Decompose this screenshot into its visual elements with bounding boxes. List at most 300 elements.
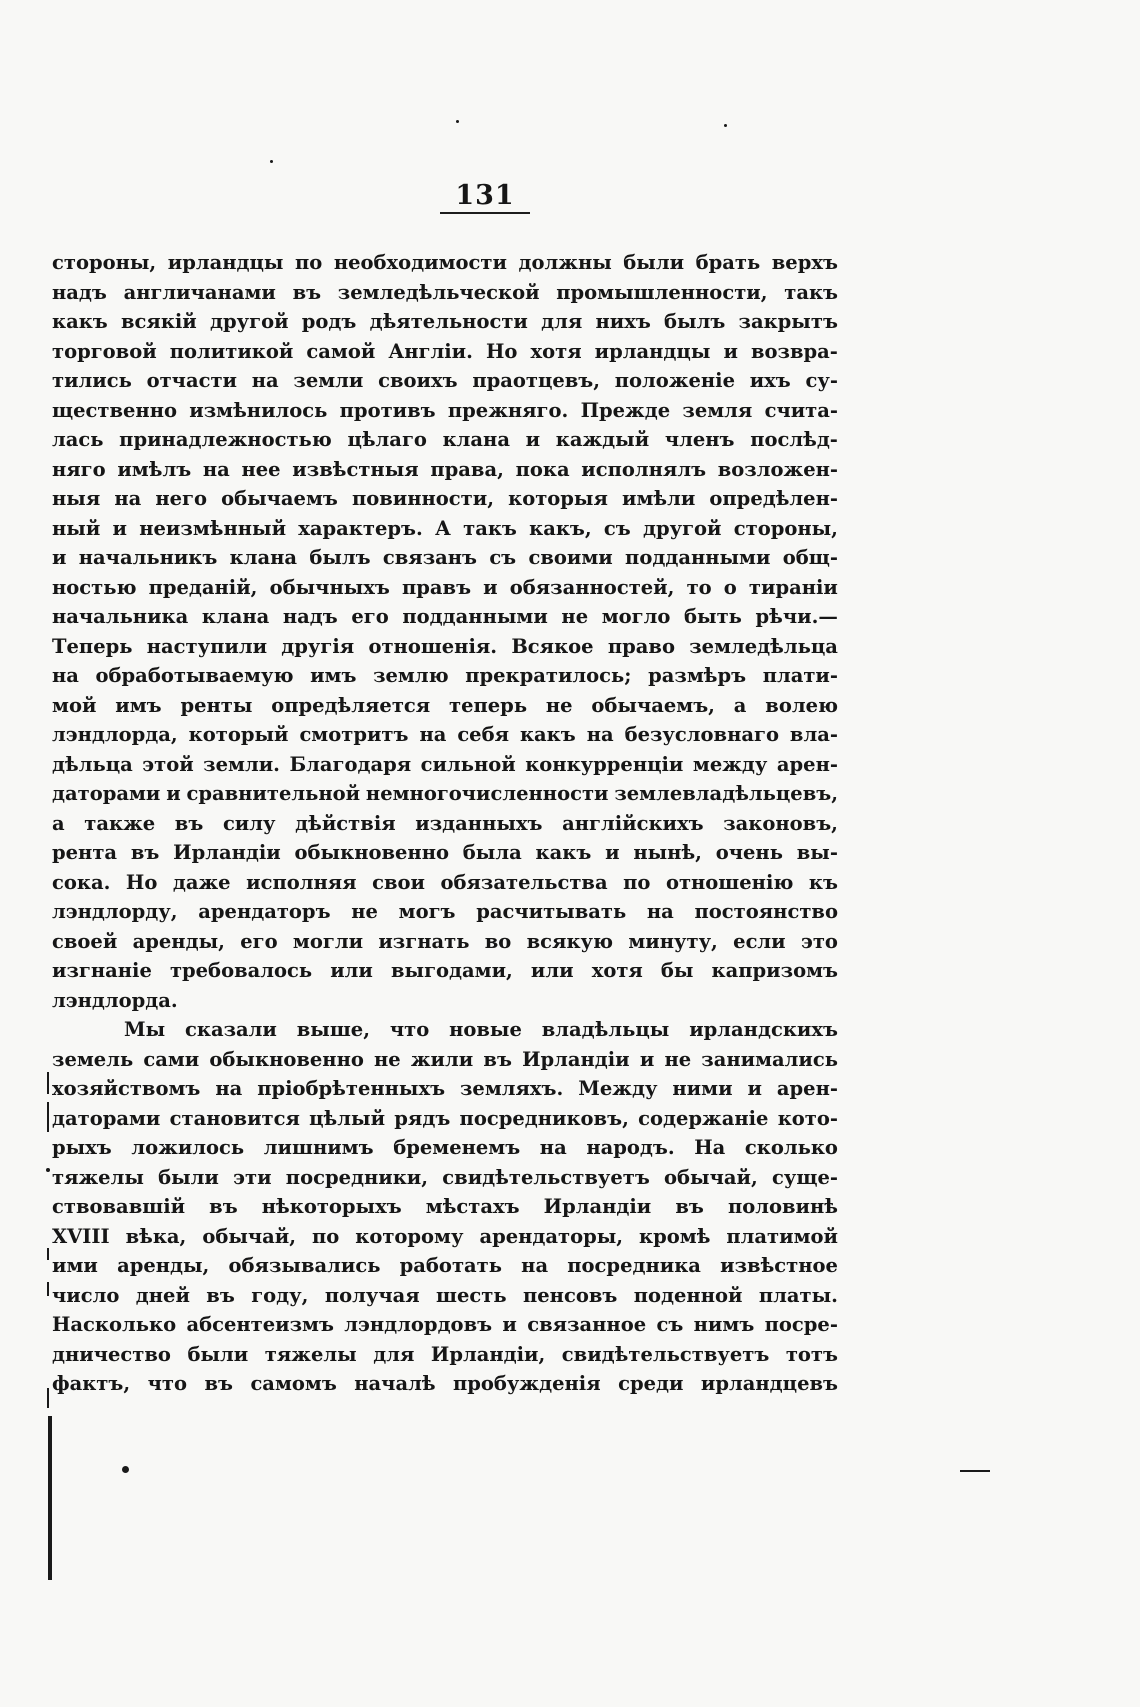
word: нихъ: [595, 310, 651, 333]
word: то: [686, 575, 712, 599]
word: вѣка,: [125, 1224, 187, 1248]
word: ирландцевъ: [700, 1372, 838, 1395]
word: право: [607, 634, 675, 658]
word: посредники,: [285, 1165, 429, 1189]
word: на: [419, 723, 447, 746]
word: могло: [601, 605, 671, 628]
word: жили: [410, 1047, 474, 1071]
body-text: [52, 248, 838, 1399]
word: могъ: [398, 900, 456, 923]
word: извѣстныя: [292, 457, 419, 481]
word: пробужденія: [453, 1372, 601, 1395]
word: дѣйствія: [295, 811, 396, 835]
word: а: [733, 693, 747, 717]
word: имъ: [115, 693, 162, 717]
word: нынѣ,: [633, 841, 702, 864]
word: Ирландіи: [522, 1047, 630, 1071]
word: даже: [172, 870, 231, 894]
text-line: [52, 1222, 838, 1252]
word: силу: [222, 811, 276, 835]
word: всякій: [120, 310, 197, 333]
word: XVIII: [52, 1224, 110, 1248]
word: посредниковъ,: [459, 1106, 629, 1130]
word: мой: [52, 693, 97, 717]
word: бы: [660, 959, 694, 982]
word: какъ: [52, 310, 108, 333]
word: земледѣльческой: [337, 280, 540, 304]
word: былъ: [664, 310, 726, 333]
word: посре-: [764, 1313, 838, 1336]
word: работать: [399, 1254, 502, 1277]
word: другой: [210, 310, 289, 333]
word: между: [692, 752, 768, 776]
word: общ-: [782, 546, 838, 569]
word: клана: [442, 428, 510, 451]
text-line: [52, 1192, 838, 1222]
word: среди: [618, 1372, 684, 1395]
word: были: [187, 1342, 249, 1366]
word: положеніе: [614, 369, 735, 392]
word: обработываемую: [95, 664, 294, 687]
word: дничество: [52, 1342, 171, 1366]
word: такъ: [463, 516, 517, 540]
word: въ: [174, 811, 204, 835]
word: и: [52, 546, 67, 569]
word: который: [188, 723, 289, 746]
word: дѣльца: [52, 752, 133, 776]
word: не: [561, 605, 589, 628]
word: промышленности,: [556, 280, 768, 304]
word: на: [251, 369, 279, 392]
word: эти: [233, 1165, 272, 1189]
word: быть: [684, 605, 742, 628]
word: выгодами,: [390, 959, 513, 982]
word: лэндлорду,: [52, 900, 178, 923]
word: Ирландіи,: [430, 1342, 546, 1366]
word: обычаемъ: [221, 487, 338, 510]
word: и: [747, 1077, 762, 1100]
text-line: [52, 1133, 838, 1163]
word: Между: [578, 1077, 658, 1100]
word: Мы: [124, 1018, 166, 1041]
word: имѣли: [621, 487, 696, 510]
word: постоянство: [694, 900, 838, 923]
text-line: [52, 1310, 838, 1340]
word: дѣятельности: [369, 310, 528, 333]
word: ирландскихъ: [689, 1018, 838, 1041]
word: хозяйствомъ: [52, 1077, 201, 1100]
text-line: [52, 956, 838, 986]
word: сколько: [744, 1136, 838, 1159]
word: другія: [281, 634, 355, 658]
word: немногочисленности: [365, 782, 609, 805]
word: которыя: [508, 487, 608, 510]
word: права,: [430, 457, 504, 481]
word: дней: [135, 1283, 190, 1307]
word: не: [374, 1047, 401, 1071]
word: въ: [209, 1195, 238, 1218]
word: Насколько: [52, 1313, 177, 1336]
word: вла-: [789, 723, 838, 746]
word: ствовавшій: [52, 1195, 186, 1218]
word: сока.: [52, 870, 111, 894]
word: Ирландіи: [543, 1195, 652, 1218]
word: арен-: [776, 752, 838, 776]
word: по: [623, 870, 651, 894]
word: была: [462, 841, 522, 864]
word: земли: [293, 369, 364, 392]
word: верхъ: [771, 251, 838, 274]
word: обязанностей,: [509, 575, 675, 599]
word: надъ: [52, 280, 107, 304]
word: Но: [125, 870, 158, 894]
word: исполняя: [246, 870, 357, 894]
word: своихъ: [378, 369, 458, 392]
text-line: [52, 248, 838, 278]
page-number: 131: [455, 180, 515, 211]
word: очень: [715, 841, 783, 864]
word: на: [202, 457, 230, 481]
word: обязывались: [228, 1254, 381, 1277]
word: должны: [518, 251, 612, 274]
word: стороны,: [52, 251, 157, 274]
word: характеръ.: [298, 516, 423, 540]
margin-line: [47, 1072, 49, 1094]
word: имъ: [310, 664, 357, 687]
word: въ: [483, 1047, 512, 1071]
word: няго: [52, 457, 106, 481]
word: обычай,: [202, 1224, 297, 1248]
word: начальникъ: [78, 546, 218, 569]
word: и: [639, 1047, 655, 1071]
word: бременемъ: [393, 1136, 521, 1159]
word: правъ: [401, 575, 472, 599]
word: на: [539, 1136, 567, 1159]
word: преданій,: [148, 575, 258, 599]
word: Теперь: [52, 634, 133, 658]
edge-dash: [960, 1470, 990, 1472]
word: посредника: [567, 1254, 701, 1277]
word: суще-: [772, 1165, 838, 1189]
text-line: [52, 809, 838, 839]
text-line: [52, 573, 838, 603]
word: также: [84, 811, 156, 835]
word: былъ: [309, 546, 371, 569]
text-line: [52, 897, 838, 927]
word: владѣльцы: [541, 1018, 670, 1041]
word: противъ: [339, 398, 436, 422]
word: хотя: [530, 339, 582, 363]
word: съ: [603, 516, 631, 540]
word: На: [694, 1136, 726, 1159]
word: вы-: [796, 841, 838, 864]
word: какъ: [535, 841, 592, 864]
word: во: [484, 929, 512, 953]
margin-line: [47, 1282, 49, 1296]
word: если: [733, 929, 786, 953]
word: нее: [241, 457, 281, 481]
word: въ: [292, 280, 322, 304]
word: родъ: [301, 310, 357, 333]
word: что: [389, 1018, 430, 1041]
word: возложен-: [717, 457, 838, 481]
word: число: [52, 1283, 120, 1307]
text-line: [52, 691, 838, 721]
word: связанъ: [382, 546, 478, 569]
word: землевладѣльцевъ,: [614, 782, 838, 805]
word: землю: [373, 664, 449, 687]
page-number-rule: [440, 212, 530, 214]
word: щественно: [52, 398, 177, 422]
word: праотцевъ,: [472, 369, 601, 392]
word: были: [623, 251, 685, 274]
word: земля: [682, 398, 753, 422]
word: цѣлаго: [347, 428, 427, 451]
word: на: [114, 487, 142, 510]
word: это: [800, 929, 838, 953]
word: свои: [372, 870, 425, 894]
text-line: [52, 661, 838, 691]
text-line: [52, 1369, 838, 1399]
word: обычныхъ: [269, 575, 390, 599]
word: ложилось: [131, 1136, 245, 1159]
word: су-: [805, 369, 838, 392]
word: ирландцы: [167, 251, 284, 274]
word: расчитывать: [476, 900, 627, 923]
text-line: [52, 750, 838, 780]
word: изгнаніе: [52, 959, 152, 982]
word: по: [312, 1224, 340, 1248]
word: ихъ: [749, 369, 791, 392]
word: опредѣляется: [271, 693, 431, 717]
word: своей: [52, 929, 118, 953]
word: отчасти: [146, 369, 238, 392]
word: поденной: [633, 1283, 743, 1307]
text-line: [52, 720, 838, 750]
text-line: [52, 1104, 838, 1134]
text-line: [52, 602, 838, 632]
word: не: [351, 900, 378, 923]
word: не: [545, 693, 573, 717]
word: обычай,: [664, 1165, 758, 1189]
word: а: [52, 811, 65, 835]
word: минуту,: [628, 929, 718, 953]
word: волею: [765, 693, 838, 717]
text-line: [52, 1015, 838, 1045]
word: земель: [52, 1047, 134, 1071]
word: для: [541, 310, 583, 333]
word: клана: [229, 546, 298, 569]
word: лишнимъ: [263, 1136, 374, 1159]
word: арендаторъ: [198, 900, 331, 923]
word: Прежде: [580, 398, 671, 422]
word: обязательства: [440, 870, 608, 894]
text-line: [52, 632, 838, 662]
word: связанное: [527, 1313, 647, 1336]
text-line: [52, 484, 838, 514]
word: которому: [355, 1224, 464, 1248]
word: этой: [142, 752, 194, 776]
word: хотя: [591, 959, 643, 982]
word: опредѣлен-: [709, 487, 838, 510]
word: законовъ,: [723, 811, 838, 835]
text-line: [52, 366, 838, 396]
word: на: [586, 723, 614, 746]
word: аренды,: [117, 1254, 210, 1277]
word: его: [240, 929, 278, 953]
text-line: [52, 1163, 838, 1193]
text-line: [52, 337, 838, 367]
word: на: [521, 1254, 549, 1277]
word: мѣстахъ: [425, 1195, 520, 1218]
text-line: [52, 1074, 838, 1104]
text-line: [52, 868, 838, 898]
word: аренды,: [132, 929, 225, 953]
word: своими: [528, 546, 613, 569]
word: тяжелы: [52, 1165, 144, 1189]
word: ностью: [52, 575, 137, 599]
word: исполнялъ: [581, 457, 707, 481]
word: сами: [143, 1047, 200, 1071]
word: сравнительной: [186, 782, 361, 805]
word: Но: [485, 339, 518, 363]
word: обыкновенно: [294, 841, 449, 864]
word: тяжелы: [264, 1342, 357, 1366]
text-line: [52, 455, 838, 485]
margin-line: [47, 1248, 49, 1260]
word: отношенія.: [368, 634, 498, 658]
text-line: [52, 543, 838, 573]
word: на: [646, 900, 674, 923]
text-line: [52, 1251, 838, 1281]
text-line: [52, 1340, 838, 1370]
word: рѣчи.—: [755, 605, 838, 628]
margin-line: [47, 1102, 49, 1132]
word: лэндлорда.: [52, 988, 178, 1012]
word: какъ,: [529, 516, 592, 540]
text-line: [52, 425, 838, 455]
word: пріобрѣтенныхъ: [257, 1077, 446, 1100]
word: размѣръ: [648, 664, 747, 687]
margin-dot: [46, 1168, 50, 1172]
word: ный: [52, 516, 101, 540]
word: Англіи.: [388, 339, 473, 363]
word: отношенію: [665, 870, 794, 894]
word: съ: [489, 546, 517, 569]
word: другой: [642, 516, 722, 540]
word: обычаемъ,: [591, 693, 715, 717]
word: для: [373, 1342, 415, 1366]
word: кромѣ: [639, 1224, 711, 1248]
word: тились: [52, 369, 132, 392]
word: цѣлый: [309, 1106, 386, 1130]
word: капризомъ: [711, 959, 838, 982]
word: платимой: [726, 1224, 838, 1248]
word: Благодаря: [289, 752, 412, 776]
word: всякую: [526, 929, 614, 953]
word: лэндлордовъ: [344, 1313, 493, 1336]
word: арендаторы,: [479, 1224, 624, 1248]
word: и: [525, 428, 541, 451]
word: на: [52, 664, 79, 687]
word: надъ: [282, 605, 338, 628]
word: сказали: [185, 1018, 277, 1041]
scan-speck: [270, 160, 273, 163]
word: къ: [808, 870, 838, 894]
word: или: [530, 959, 574, 982]
word: даторами: [52, 782, 161, 805]
word: А: [434, 516, 451, 540]
word: изданныхъ: [415, 811, 543, 835]
word: подданными: [625, 546, 771, 569]
word: кото-: [777, 1106, 838, 1130]
word: торговой: [52, 339, 157, 363]
scan-speck: [724, 124, 727, 127]
text-line: [52, 838, 838, 868]
word: повинности,: [351, 487, 495, 510]
word: Всякое: [511, 634, 594, 658]
word: получая: [324, 1283, 420, 1307]
word: наступили: [146, 634, 268, 658]
word: были: [158, 1165, 219, 1189]
word: его: [351, 605, 389, 628]
word: безусловнаго: [624, 723, 779, 746]
word: требовалось: [169, 959, 313, 982]
word: платы.: [758, 1283, 838, 1307]
text-line: [52, 779, 838, 809]
word: принадлежностью: [119, 428, 332, 451]
word: могли: [292, 929, 364, 953]
word: земли.: [203, 752, 280, 776]
word: ренты: [180, 693, 253, 717]
word: Ирландіи: [173, 841, 281, 864]
word: рядъ: [394, 1106, 451, 1130]
word: даторами: [52, 1106, 161, 1130]
word: на: [215, 1077, 243, 1100]
word: по: [295, 251, 323, 274]
word: свидѣтельствуетъ: [561, 1342, 770, 1366]
word: подданными: [402, 605, 548, 628]
word: народъ.: [586, 1136, 675, 1159]
word: фактъ,: [52, 1372, 131, 1395]
word: обыкновенно: [209, 1047, 364, 1071]
word: закрытъ: [738, 310, 838, 333]
word: англійскихъ: [562, 811, 704, 835]
word: или: [330, 959, 373, 982]
word: имѣлъ: [117, 457, 192, 481]
text-line: [52, 514, 838, 544]
word: каждый: [555, 428, 650, 451]
word: ныя: [52, 487, 101, 510]
word: и: [483, 575, 498, 599]
text-line: [52, 307, 838, 337]
margin-dot: [122, 1466, 129, 1473]
word: нимъ: [693, 1313, 755, 1336]
word: въ: [675, 1195, 704, 1218]
text-line: [52, 927, 838, 957]
word: измѣнилось: [189, 398, 328, 422]
word: содержаніе: [638, 1106, 769, 1130]
word: самомъ: [250, 1372, 337, 1395]
word: плати-: [762, 664, 838, 687]
scan-speck: [456, 120, 459, 123]
text-line: [52, 278, 838, 308]
word: свидѣтельствуетъ: [442, 1165, 650, 1189]
word: возвра-: [750, 339, 838, 363]
word: какъ: [519, 723, 576, 746]
word: о: [723, 575, 737, 599]
word: него: [155, 487, 207, 510]
